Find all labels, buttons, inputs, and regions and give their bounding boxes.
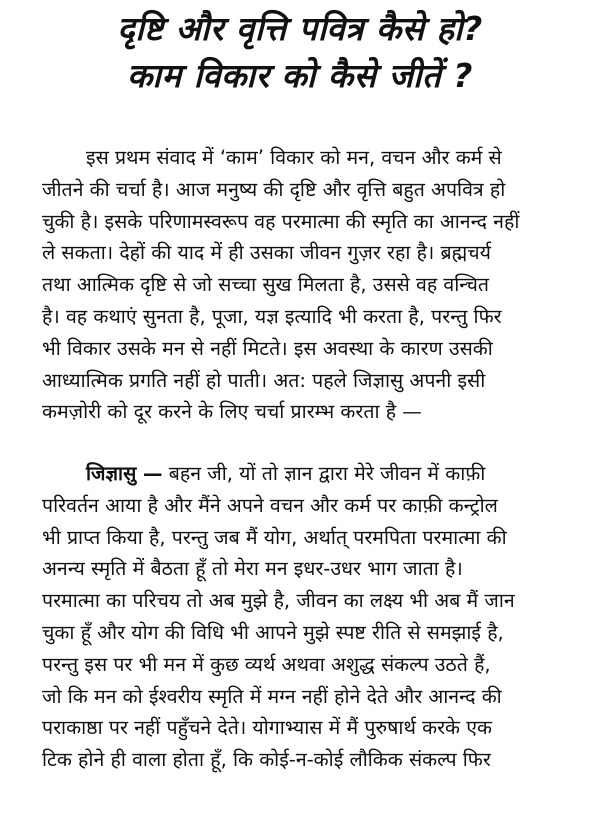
text-line: भी प्राप्त किया है, परन्तु जब मैं योग, अर्थात् परमपिता परमात्मा की — [42, 525, 507, 549]
text-line: है। वह कथाएं सुनता है, पूजा, यज्ञ इत्यादि भी करता है, परन्तु फिर — [42, 304, 502, 328]
text-line: चुकी है। इसके परिणामस्वरूप वह परमात्मा की स्मृति का आनन्द नहीं — [42, 209, 520, 233]
speaker-label: जिज्ञासु — — [86, 462, 163, 485]
text-line: आध्यात्मिक प्रगति नहीं हो पाती। अत: पहले जिज्ञासु अपनी इसी — [42, 368, 486, 392]
text-line: जो कि मन को ईश्वरीय स्मृति में मग्न नहीं होने देते और आनन्द की — [42, 684, 502, 708]
text-line: चुका हूँ और योग की विधि भी आपने मुझे स्पष्ट रीति से समझाई है, — [42, 620, 504, 644]
dialogue-first-line — [42, 458, 566, 490]
dialogue-first-line-text: बहन जी, यों तो ज्ञान द्वारा मेरे जीवन में काफ़ी — [162, 462, 486, 485]
title-line-1: दृष्टि और वृत्ति पवित्र कैसे हो? — [117, 9, 483, 48]
text-line: भी विकार उसके मन से नहीं मिटते। इस अवस्था के कारण उसकी — [42, 336, 493, 360]
text-line: परन्तु इस पर भी मन में कुछ व्यर्थ अथवा अशुद्ध संकल्प उठते हैं, — [42, 652, 491, 676]
text-line: परिवर्तन आया है और मैंने अपने वचन और कर्म पर काफ़ी कन्ट्रोल — [42, 493, 498, 517]
text-line: कमज़ोरी को दूर करने के लिए चर्चा प्रारम्भ करता है — — [42, 400, 422, 424]
text-line: टिक होने ही वाला होता हूँ, कि कोई-न-कोई लौकिक संकल्प फिर — [42, 748, 491, 772]
intro-paragraph — [42, 142, 566, 428]
text-line: अनन्य स्मृति में बैठता हूँ तो मेरा मन इधर-उधर भाग जाता है। — [42, 557, 463, 581]
title-line-2: काम विकार को कैसे जीतें ? — [127, 56, 473, 95]
text-line: इस प्रथम संवाद में ‘काम’ विकार को मन, वचन और कर्म से — [86, 146, 502, 169]
text-line: पराकाष्ठा पर नहीं पहुँचने देते। योगाभ्यास में मैं पुरुषार्थ करके एक — [42, 716, 492, 740]
text-line: परमात्मा का परिचय तो अब मुझे है, जीवन का लक्ष्य भी अब मैं जान — [42, 589, 515, 613]
text-line: जीतने की चर्चा है। आज मनुष्य की दृष्टि और वृत्ति बहुत अपवित्र हो — [42, 177, 506, 201]
text-line: तथा आत्मिक दृष्टि से जो सच्चा सुख मिलता है, उससे वह वन्चित — [42, 273, 489, 297]
text-line: ले सकता। देहों की याद में ही उसका जीवन गुज़र रहा है। ब्रह्मचर्य — [42, 241, 491, 265]
dialogue-paragraph — [42, 458, 566, 776]
